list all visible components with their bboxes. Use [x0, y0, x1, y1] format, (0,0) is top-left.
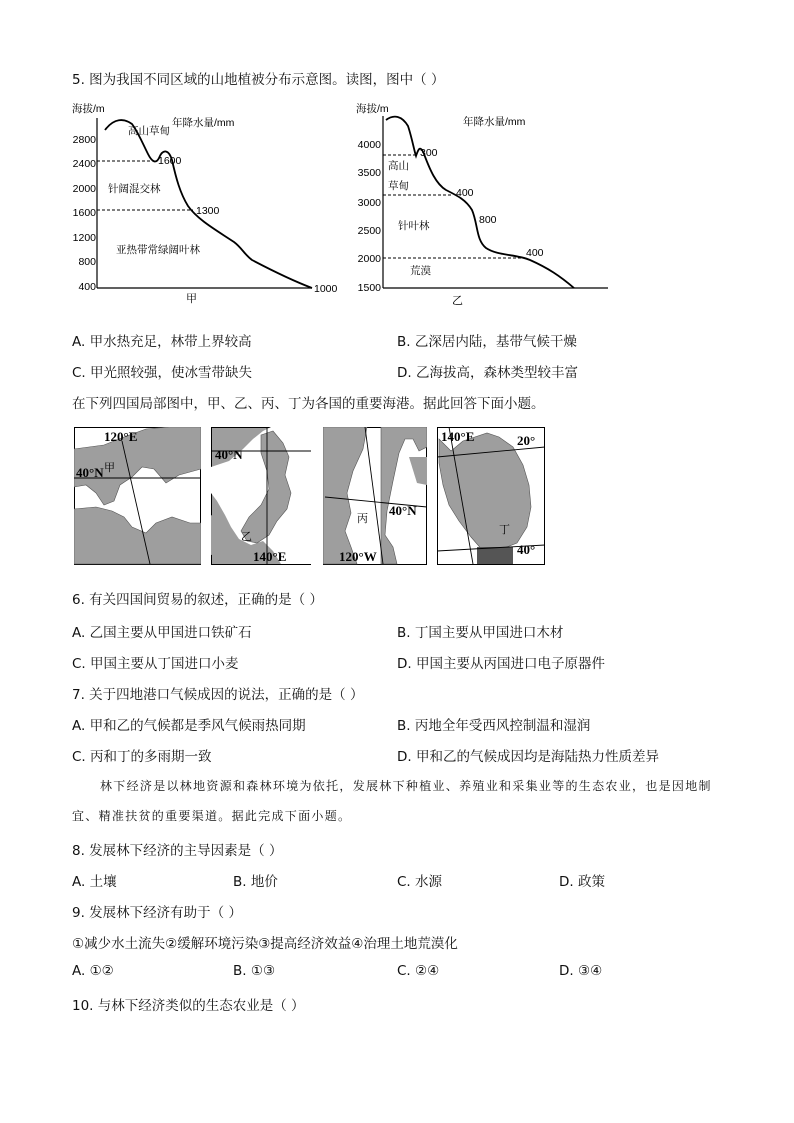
q5-option-b[interactable]: B. 乙深居内陆，基带气候干燥: [397, 334, 577, 350]
q8-option-b[interactable]: B. 地价: [233, 874, 278, 890]
q6-option-c[interactable]: C. 甲国主要从丁国进口小麦: [72, 656, 239, 672]
q10-stem: 10. 与林下经济类似的生态农业是（ ）: [72, 998, 305, 1014]
map-bing-port: 丙: [357, 513, 368, 525]
chart-yi-ytick: 2000: [357, 253, 381, 265]
chart-yi-precip-label: 400: [456, 187, 474, 199]
chart-yi-zone: 高山: [388, 160, 409, 172]
q7-option-c[interactable]: C. 丙和丁的多雨期一致: [72, 749, 212, 765]
chart-yi-zone: 草甸: [388, 180, 409, 192]
chart-jia-precip-label: 1000: [314, 283, 338, 295]
chart-yi-precip-label: 400: [526, 247, 544, 259]
chart-jia-zone: 针阔混交林: [108, 183, 161, 195]
q9-option-c[interactable]: C. ②④: [397, 963, 440, 979]
chart-jia-ytick: 1600: [72, 207, 96, 219]
map-jia-port: 甲: [104, 462, 115, 474]
map-ding-lat-bottom: 40°: [517, 542, 536, 557]
chart-jia-zone: 亚热带常绿阔叶林: [116, 244, 200, 256]
q5-stem: 5. 图为我国不同区域的山地植被分布示意图。读图，图中（ ）: [72, 72, 445, 88]
chart-yi-series-label: 年降水量/mm: [463, 116, 526, 128]
chart-yi-ytick: 4000: [357, 139, 381, 151]
map-bing-lon: 120°W: [339, 549, 377, 564]
q8-option-c[interactable]: C. 水源: [397, 874, 443, 890]
chart-yi-precip-label: 300: [420, 147, 438, 159]
q8-option-a[interactable]: A. 土壤: [72, 874, 117, 890]
q7-option-d[interactable]: D. 甲和乙的气候成因均是海陆热力性质差异: [397, 749, 659, 765]
q8-option-d[interactable]: D. 政策: [559, 874, 605, 890]
q9-option-a[interactable]: A. ①②: [72, 963, 114, 979]
chart-jia-caption: 甲: [186, 293, 197, 304]
map-bing: [323, 427, 427, 565]
map-ding: [437, 427, 545, 565]
chart-yi-zone: 针叶林: [398, 220, 430, 232]
chart-jia-precip-label: 1300: [196, 205, 220, 217]
map-ding-port: 丁: [499, 524, 510, 536]
q6-option-b[interactable]: B. 丁国主要从甲国进口木材: [397, 625, 564, 641]
chart-jia-series-label: 年降水量/mm: [172, 117, 235, 129]
chart-jia-ytick: 400: [78, 281, 96, 293]
chart-yi-ytick: 1500: [357, 282, 381, 294]
chart-yi-ylabel: 海拔/m: [356, 103, 389, 115]
chart-yi: [348, 98, 618, 306]
chart-jia-ylabel: 海拔/m: [72, 103, 105, 115]
q6-option-d[interactable]: D. 甲国主要从丙国进口电子原器件: [397, 656, 605, 672]
q5-option-d[interactable]: D. 乙海拔高，森林类型较丰富: [397, 365, 578, 381]
map-jia-lat: 40°N: [76, 465, 104, 480]
q7-option-a[interactable]: A. 甲和乙的气候都是季风气候雨热同期: [72, 718, 306, 734]
chart-jia-ytick: 1200: [72, 232, 96, 244]
chart-yi-caption: 乙: [452, 295, 463, 306]
chart-yi-ytick: 3500: [357, 167, 381, 179]
chart-jia-ytick: 2800: [72, 134, 96, 146]
q9-items: ①减少水土流失②缓解环境污染③提高经济效益④治理土地荒漠化: [72, 936, 458, 952]
map-yi-lon: 140°E: [253, 549, 287, 564]
chart-jia-zone: 高山草甸: [128, 125, 170, 137]
q7-stem: 7. 关于四地港口气候成因的说法，正确的是（ ）: [72, 687, 364, 703]
q5-option-a[interactable]: A. 甲水热充足，林带上界较高: [72, 334, 252, 350]
q7-option-b[interactable]: B. 丙地全年受西风控制温和湿润: [397, 718, 591, 734]
chart-jia: [66, 98, 356, 304]
q9-option-d[interactable]: D. ③④: [559, 963, 603, 979]
chart-yi-precip-label: 800: [479, 214, 497, 226]
map-yi: [211, 427, 311, 565]
q5-option-c[interactable]: C. 甲光照较强，使冰雪带缺失: [72, 365, 253, 381]
q9-stem: 9. 发展林下经济有助于（ ）: [72, 905, 242, 921]
map-ding-lon: 140°E: [441, 429, 475, 444]
q9-option-b[interactable]: B. ①③: [233, 963, 276, 979]
map-yi-lat: 40°N: [215, 447, 243, 462]
chart-yi-ytick: 2500: [357, 225, 381, 237]
chart-yi-zone: 荒漠: [410, 265, 431, 277]
map-jia-lon: 120°E: [104, 429, 138, 444]
chart-yi-mountain-profile: [386, 117, 574, 288]
chart-jia-precip-label: 1600: [158, 155, 182, 167]
map-ding-lat-top: 20°: [517, 433, 536, 448]
intro-q6-q7: 在下列四国局部图中，甲、乙、丙、丁为各国的重要海港。据此回答下面小题。: [72, 396, 545, 412]
q6-option-a[interactable]: A. 乙国主要从甲国进口铁矿石: [72, 625, 252, 641]
chart-yi-ytick: 3000: [357, 197, 381, 209]
chart-jia-ytick: 800: [78, 256, 96, 268]
q6-stem: 6. 有关四国间贸易的叙述，正确的是（ ）: [72, 592, 323, 608]
map-bing-lat: 40°N: [389, 503, 417, 518]
map-jia: [74, 427, 201, 565]
chart-jia-ytick: 2400: [72, 158, 96, 170]
passage-forest-economy: 林下经济是以林地资源和森林环境为依托，发展林下种植业、养殖业和采集业等的生态农业，也是因地制宜、精准扶贫的重要渠道。据此完成下面小题。: [72, 779, 712, 823]
chart-jia-ytick: 2000: [72, 183, 96, 195]
q8-stem: 8. 发展林下经济的主导因素是（ ）: [72, 843, 283, 859]
map-yi-port: 乙: [241, 531, 252, 543]
